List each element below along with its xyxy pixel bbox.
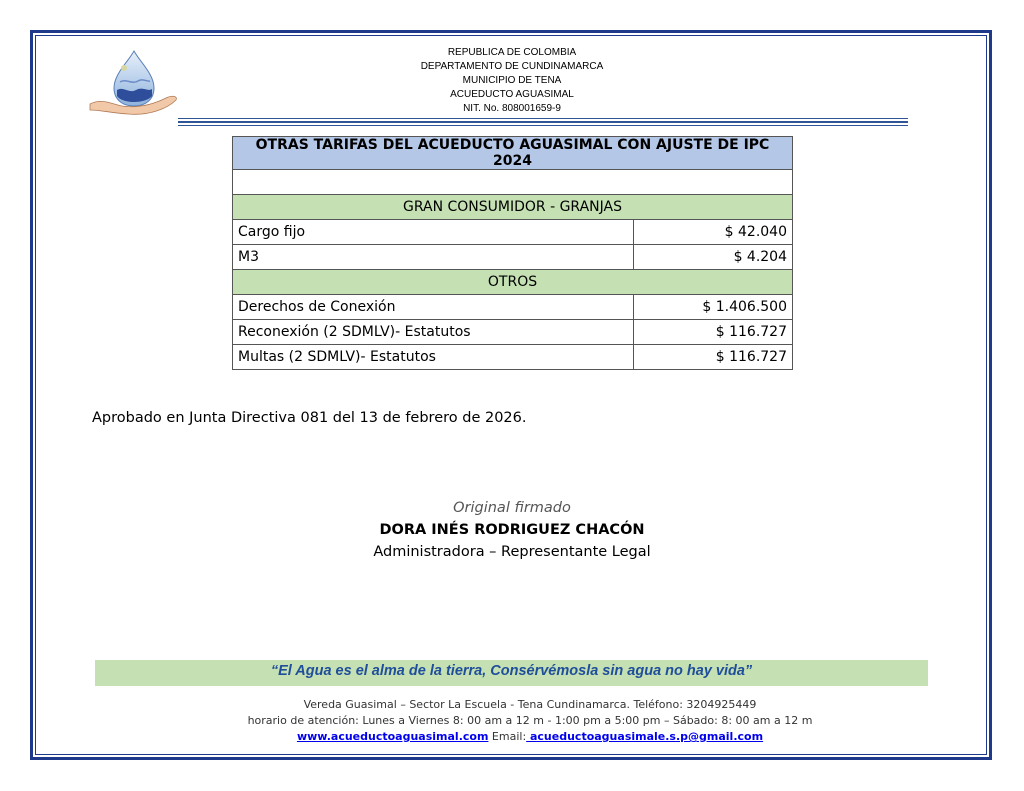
- rates-table: [232, 136, 793, 370]
- table-row: [233, 295, 793, 320]
- table-row: [233, 345, 793, 370]
- signer-role: Administradora – Representante Legal: [373, 544, 651, 560]
- signer-name: DORA INÉS RODRIGUEZ CHACÓN: [379, 522, 645, 538]
- slogan: “El Agua es el alma de la tierra, Consérvémosla sin agua no hay vida”: [270, 663, 753, 679]
- header-line: REPUBLICA DE COLOMBIA: [447, 47, 577, 58]
- rates-table-title: OTRAS TARIFAS DEL ACUEDUCTO AGUASIMAL CON AJUSTE DE IPC 2024: [233, 137, 793, 170]
- section-heading: GRAN CONSUMIDOR - GRANJAS: [233, 195, 793, 220]
- footer-contact: [180, 729, 880, 745]
- row-label: Cargo fijo: [233, 220, 634, 245]
- row-value: $ 116.727: [634, 345, 793, 370]
- blank-row: [233, 170, 793, 195]
- approval-note: Aprobado en Junta Directiva 081 del 13 de febrero de 2026.: [92, 410, 527, 426]
- footer: [180, 697, 880, 745]
- footer-hours: horario de atención: Lunes a Viernes 8: 00 am a 12 m - 1:00 pm a 5:00 pm – Sábado: 8: 00 am a 12 m: [247, 714, 813, 727]
- header-divider: [178, 121, 908, 123]
- row-value: $ 4.204: [634, 245, 793, 270]
- row-label: M3: [233, 245, 634, 270]
- website-link[interactable]: www.acueductoaguasimal.com: [296, 730, 489, 743]
- letterhead: [312, 46, 712, 116]
- row-label: Multas (2 SDMLV)- Estatutos: [233, 345, 634, 370]
- header-line: DEPARTAMENTO DE CUNDINAMARCA: [420, 61, 604, 72]
- row-value: $ 1.406.500: [634, 295, 793, 320]
- section-heading: OTROS: [233, 270, 793, 295]
- header-line: ACUEDUCTO AGUASIMAL: [450, 89, 574, 100]
- signature-note: Original firmado: [453, 500, 571, 516]
- table-row: [233, 320, 793, 345]
- row-value: $ 116.727: [634, 320, 793, 345]
- header-divider: [178, 125, 908, 126]
- table-row: [233, 220, 793, 245]
- header-line: MUNICIPIO DE TENA: [462, 75, 562, 86]
- row-label: Reconexión (2 SDMLV)- Estatutos: [233, 320, 634, 345]
- email-label: Email:: [491, 730, 527, 743]
- header-line: NIT. No. 808001659-9: [463, 103, 561, 114]
- email-link[interactable]: acueductoaguasimale.s.p@gmail.com: [526, 730, 764, 743]
- table-row: [233, 245, 793, 270]
- header-divider: [178, 118, 908, 119]
- signature-block: [312, 497, 712, 563]
- footer-address: Vereda Guasimal – Sector La Escuela - Tena Cundinamarca. Teléfono: 3204925449: [303, 698, 757, 711]
- water-drop-in-hand-icon: [88, 48, 180, 118]
- row-label: Derechos de Conexión: [233, 295, 634, 320]
- row-value: $ 42.040: [634, 220, 793, 245]
